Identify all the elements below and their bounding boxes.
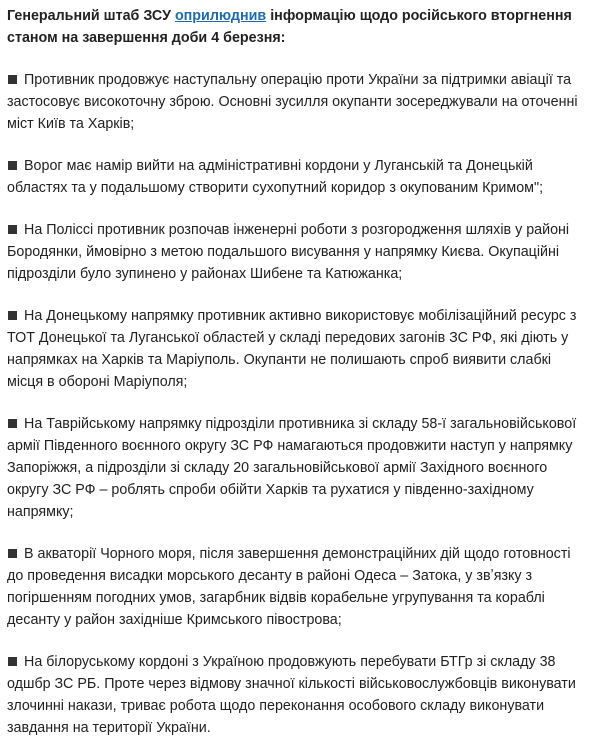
lead-text-after: інформацію щодо російського вторгнення станом на завершення доби 4 березня: — [7, 8, 572, 46]
square-bullet-icon — [8, 225, 17, 234]
square-bullet-icon — [8, 161, 17, 170]
square-bullet-icon — [8, 75, 17, 84]
square-bullet-icon — [8, 419, 17, 428]
list-item — [7, 155, 588, 199]
square-bullet-icon — [8, 311, 17, 320]
square-bullet-icon — [8, 549, 17, 558]
list-item — [7, 651, 588, 739]
list-item-text: На білоруському кордоні з Україною продовжують перебувати БТГр зі складу 38 одшбр ЗС РБ. Проте через відмову значної кількості військовослужбовців виконувати злочинні накази, триває робота щодо переконання особового складу виконувати завдання на території України. — [7, 654, 576, 736]
list-item-text: Ворог має намір вийти на адміністративні кордони у Луганській та Донецькій областях та у подальшому створити сухопутний коридор з окупованим Кримом"; — [7, 158, 544, 196]
list-item — [7, 413, 588, 523]
list-item — [7, 219, 588, 285]
list-item-text: На Донецькому напрямку противник активно використовує мобілізаційний ресурс з ТОТ Донецької та Луганської областей у складі передових загонів ЗС РФ, які діють у напрямках на Харків та Маріуполь. Окупанти не полишають спроб виявити слабкі місця в обороні Маріуполя; — [7, 308, 577, 390]
list-item — [7, 305, 588, 393]
list-item-text: На Таврійському напрямку підрозділи противника зі складу 58-ї загальновійськової армії Південного воєнного округу ЗС РФ намагаються продовжити наступ у напрямку Запоріжжя, а підрозділи зі складу 20 загальновійськової армії Західного воєнного округу ЗС РФ – роблять спроби обійти Харків та рухатися у південно-західному напрямку; — [7, 416, 577, 520]
list-item-text: В акваторії Чорного моря, після завершення демонстраційних дій щодо готовності до проведення висадки морського десанту в районі Одеса – Затока, у звʼязку з погіршенням погодних умов, загарбник відвів корабельне угрупування та кораблі десанту у район західніше Кримського півострова; — [7, 546, 571, 628]
list-item-text: На Поліссі противник розпочав інженерні роботи з розгородження шляхів у районі Бородянки, ймовірно з метою подальшого висування у напрямку Києва. Окупаційні підрозділи було зупинено у районах Шибене та Катюжанка; — [7, 222, 570, 282]
lead-paragraph — [7, 5, 588, 49]
list-item — [7, 69, 588, 135]
lead-text-before: Генеральний штаб ЗСУ — [7, 8, 175, 24]
square-bullet-icon — [8, 657, 17, 666]
list-item-text: Противник продовжує наступальну операцію проти України за підтримки авіації та застосовує високоточну зброю. Основні зусилля окупанти зосереджували на оточенні міст Київ та Харків; — [7, 72, 578, 132]
list-item — [7, 543, 588, 631]
source-link[interactable]: оприлюднив — [174, 8, 267, 24]
